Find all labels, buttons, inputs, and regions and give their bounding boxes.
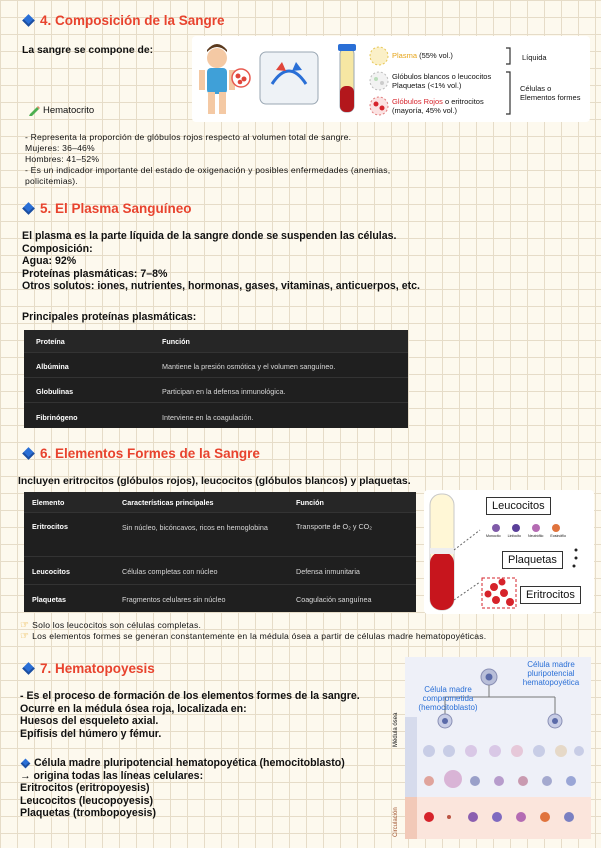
- table-header: [24, 492, 416, 512]
- stem-cell-block: [20, 757, 405, 820]
- cells-label: Células o Elementos formes: [520, 84, 581, 102]
- composition-intro: La sangre se compone de:: [22, 45, 154, 56]
- hematopoiesis-figure: [393, 657, 591, 839]
- diamond-bullet-icon: [22, 14, 35, 27]
- table-header-cell: Características principales: [122, 498, 214, 507]
- table-cell: Interviene en la coagulación.: [162, 413, 254, 422]
- cell-type-label: Eosinófilo: [550, 534, 566, 538]
- plasma-circle: [370, 47, 388, 65]
- plasma-line: El plasma es la parte líquida de la sangre donde se suspenden las células.: [22, 230, 397, 242]
- plasma-volume: (55% vol.): [419, 51, 453, 60]
- table-row: [24, 377, 408, 403]
- hematopoiesis-line: Huesos del esqueleto axial.: [20, 715, 159, 727]
- stem-cell-title-text: Célula madre pluripotencial hematopoyética (hemocitoblasto): [34, 757, 345, 769]
- rbc-cluster: [485, 579, 515, 607]
- table-cell: Mantiene la presión osmótica y el volumen sanguíneo.: [162, 362, 336, 371]
- cell-type-label: Monocito: [486, 534, 501, 538]
- hematocrito-label: Hematocrito: [43, 104, 95, 116]
- pluripotent-label: Célula madre pluripotencial hematopoyética: [522, 660, 580, 687]
- plasma-word: Plasma: [392, 51, 418, 60]
- table-header: [24, 330, 408, 352]
- proteins-table: [24, 330, 408, 428]
- section-5-title: 5. El Plasma Sanguíneo: [40, 201, 192, 216]
- pointing-hand-icon: ☞: [20, 631, 30, 642]
- hematocrito-title: [28, 104, 94, 116]
- circulation-label: Circulación: [393, 807, 399, 837]
- cell-type-label: Linfocito: [507, 534, 521, 538]
- hematopoiesis-description: [20, 690, 405, 740]
- table-cell: Células completas con núcleo: [122, 567, 218, 576]
- plasma-line: Composición:: [22, 242, 93, 255]
- proteins-subheading: Principales proteínas plasmáticas:: [22, 311, 197, 323]
- stem-cell-line: → origina todas las líneas celulares:: [20, 769, 204, 782]
- stem-cell-line: Plaquetas (trombopoyesis): [20, 807, 156, 819]
- child-leg-right: [219, 92, 226, 114]
- note-text: Solo los leucocitos son células completas.: [32, 620, 202, 630]
- rbc-word: Glóbulos Rojos: [392, 97, 443, 106]
- formed-elements-table: [24, 492, 416, 612]
- table-cell: Coagulación sanguínea: [296, 595, 372, 604]
- plasma-line: Proteínas plasmáticas: 7–8%: [22, 267, 168, 280]
- formed-elements-notes: [20, 620, 595, 642]
- rbc-tail: o eritrocitos: [444, 97, 484, 106]
- hematopoiesis-line: Epífisis del húmero y fémur.: [20, 727, 162, 740]
- diamond-bullet-icon: [22, 662, 35, 675]
- centrifuge: [260, 52, 318, 104]
- note-text: Los elementos formes se generan constantemente en la médula ósea a partir de células madre hematopoyéticas.: [32, 631, 487, 641]
- table-cell: Plaquetas: [32, 595, 66, 604]
- table-cell: Leucocitos: [32, 567, 70, 576]
- plasma-line: Agua: 92%: [22, 255, 77, 267]
- hematocrito-line: - Representa la proporción de glóbulos rojos respecto al volumen total de sangre.: [25, 132, 352, 142]
- child-body: [207, 68, 227, 94]
- hematocrito-line: - Es un indicador importante del estado de oxigenación y posibles enfermedades (anemias,: [25, 165, 391, 175]
- section-6-title: 6. Elementos Formes de la Sangre: [40, 446, 260, 461]
- plasma-line: Otros solutos: iones, nutrientes, hormonas, gases, vitaminas, anticuerpos, etc.: [22, 280, 420, 292]
- hematocrito-line: Hombres: 41–52%: [25, 154, 100, 164]
- committed-label: Célula madre comprometida (hemocitoblasto): [418, 685, 478, 712]
- section-4-heading: [22, 13, 225, 28]
- section-7-title: 7. Hematopoyesis: [40, 661, 155, 676]
- child-arm-left: [199, 70, 205, 90]
- cell-type-label: Neutrófilo: [527, 534, 544, 538]
- wbc-text: Glóbulos blancos o leucocitos: [392, 72, 492, 81]
- hematopoiesis-line: Ocurre en la médula ósea roja, localizada en:: [20, 702, 247, 715]
- table-cell: Fibrinógeno: [36, 413, 78, 422]
- stem-cell-title: [20, 757, 405, 770]
- blood-composition-figure: [192, 36, 590, 122]
- child-leg-left: [208, 92, 215, 114]
- section-4-title: 4. Composición de la Sangre: [40, 13, 225, 28]
- table-row: [24, 584, 416, 613]
- table-cell: Participan en la defensa inmunológica.: [162, 387, 286, 396]
- hematocrito-description: [25, 132, 585, 187]
- stem-cell-line: Eritrocitos (eritropoyesis): [20, 782, 150, 794]
- wbc-label: [392, 72, 510, 90]
- diamond-bullet-icon: [22, 447, 35, 460]
- section-5-heading: [22, 201, 192, 216]
- wbc-circle: [370, 72, 388, 90]
- hematocrito-line: policitemias).: [25, 176, 78, 186]
- table-header-cell: Elemento: [32, 498, 65, 507]
- table-row: [24, 512, 416, 557]
- rbc-volume: (mayoría, 45% vol.): [392, 106, 458, 115]
- table-cell: Transporte de O₂ y CO₂: [296, 522, 373, 531]
- table-cell: Albúmina: [36, 362, 69, 371]
- pointing-hand-icon: ☞: [20, 620, 30, 631]
- table-header-cell: Función: [296, 498, 324, 507]
- hematopoiesis-line: - Es el proceso de formación de los elementos formes de la sangre.: [20, 690, 360, 702]
- table-cell: Defensa inmunitaria: [296, 567, 360, 576]
- plasma-label: [392, 51, 453, 60]
- table-row: [24, 352, 408, 378]
- note-item: [20, 631, 595, 642]
- eritrocitos-label: Eritrocitos: [520, 586, 581, 604]
- table-row: [24, 402, 408, 429]
- liquid-label: Líquida: [522, 53, 547, 62]
- diamond-bullet-icon: [22, 202, 35, 215]
- rbc-label: [392, 97, 510, 115]
- leucocitos-label: Leucocitos: [486, 497, 551, 515]
- platelets-text: Plaquetas (<1% vol.): [392, 81, 462, 90]
- table-cell: Eritrocitos: [32, 522, 68, 531]
- table-cell: Sin núcleo, bicóncavos, ricos en hemoglobina: [122, 523, 268, 532]
- stem-cell-line: Leucocitos (leucopoyesis): [20, 794, 154, 807]
- pencil-icon: [28, 104, 40, 116]
- formed-elements-figure: [424, 490, 594, 614]
- table-header-cell: Función: [162, 337, 190, 346]
- marrow-label: Médula ósea: [393, 712, 399, 747]
- formed-elements-intro: Incluyen eritrocitos (glóbulos rojos), leucocitos (glóbulos blancos) y plaquetas.: [18, 476, 411, 487]
- rbc-circle: [370, 97, 388, 115]
- note-item: [20, 620, 595, 631]
- table-cell: Fragmentos celulares sin núcleo: [122, 595, 226, 604]
- table-row: [24, 556, 416, 585]
- table-header-cell: Proteína: [36, 337, 65, 346]
- table-cell: Globulinas: [36, 387, 74, 396]
- plasma-description: [22, 230, 592, 293]
- hematocrito-line: Mujeres: 36–46%: [25, 143, 95, 153]
- section-7-heading: [22, 661, 155, 676]
- plaquetas-label: Plaquetas: [502, 551, 563, 569]
- blood-composition-illustration: [192, 36, 590, 122]
- diamond-bullet-icon: [21, 758, 31, 768]
- cell-type-labels: [486, 534, 566, 538]
- child-head: [207, 48, 227, 68]
- section-6-heading: [22, 446, 260, 461]
- zoom-circle: [232, 69, 250, 87]
